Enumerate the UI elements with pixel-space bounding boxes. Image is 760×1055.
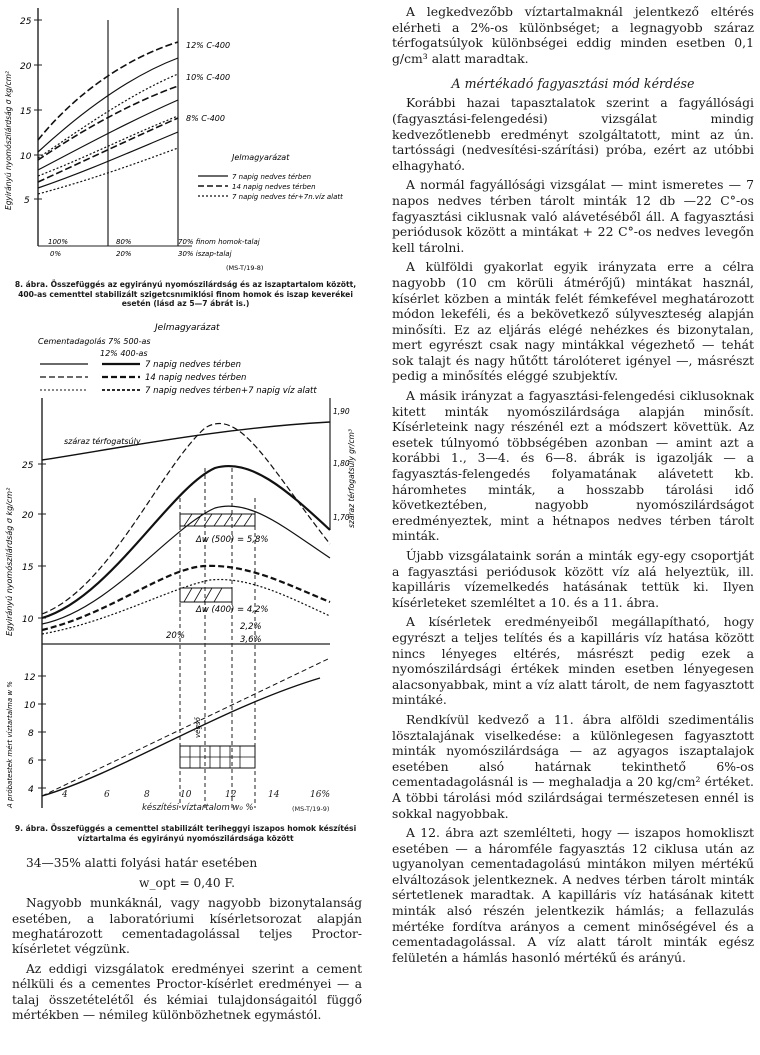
left-para-3: Az eddigi vizsgálatok eredményei szerint a cement nélküli és a cementes Proctor-kísérlet eredményei — a talaj összetételétől és kémiai tulajdonságaitól függő mértékben — némileg különbözhetnek egymástól. xyxy=(12,962,362,1022)
left-para-1: 34—35% alatti folyási határ esetében xyxy=(26,856,258,870)
fig9-annot-20: 20% xyxy=(166,631,185,641)
fig8-ytick-5: 5 xyxy=(24,196,30,206)
fig9-xtick-14: 14 xyxy=(268,790,280,800)
fig8-ytick-10: 10 xyxy=(20,152,32,162)
fig8-y-label: Egyirányú nyomószilárdság σ kg/cm² xyxy=(4,70,13,210)
left-column xyxy=(0,0,372,1055)
fig8-ytick-25: 25 xyxy=(20,17,32,27)
right-para-6: Újabb vizsgálataink során a minták egy-egy csoportját a fagyasztási periódusok között víz alá helyeztük, ill. kapilláris vízemelkedés hatásának tettük ki. Ilyen kísérleteket szemléltet a 10. és a 11. ábra. xyxy=(392,548,754,610)
right-para-2: Korábbi hazai tapasztalatok szerint a fagyállósági (fagyasztási-felengedési) vizsgálat mindig kedvezőtlenebb eredményt szolgáltatott, mint az ún. tartóssági (nedvesítési-szárítási) próba, ezért az utóbbi elhagyható. xyxy=(392,95,754,173)
fig9-lower-y-label: A próbatestek mért víztartalma w % xyxy=(6,681,14,808)
figure-8-chart xyxy=(0,0,372,284)
fig9-ytick-25: 25 xyxy=(22,461,34,471)
right-para-4: A külföldi gyakorlat egyik irányzata erre a célra nagyobb (10 cm körüli átmérőjű) mintákat használ, kísérlet közben a minták felét fémkefével meghatározott módon lekeféli, és a bekövetkező súlyveszteség alapján minősíti. Ez az eljárás elégé nehézkes és bizonytalan, mert egyrészt csak nagy mintákkal végezhető — tehát sok talajt és nagy hűtőtt tárolóteret igényel —, másrészt pedig a minősítés eléggé szubjektív. xyxy=(392,259,754,384)
fig8-ytick-15: 15 xyxy=(20,107,32,117)
fig8-x1-c: 70% finom homok-talaj xyxy=(178,238,260,246)
fig9-xtick-6: 6 xyxy=(104,790,110,800)
fig9-legend-col1: Cementadagolás 7% 500-as xyxy=(38,337,151,346)
fig9-ytick-15: 15 xyxy=(22,563,34,573)
right-column xyxy=(392,0,754,1055)
fig9-rtick-190: 1,90 xyxy=(333,407,350,416)
fig9-annot-dw500: Δw (500) = 5,8% xyxy=(196,535,269,545)
fig8-legend-item-1: 7 napig nedves térben xyxy=(232,173,312,181)
fig9-lytick-6: 6 xyxy=(28,757,34,767)
fig9-xtick-16: 16% xyxy=(310,790,331,800)
fig8-ytick-20: 20 xyxy=(20,62,32,72)
fig9-annot-dw400: Δw (400) = 4,2% xyxy=(196,605,269,615)
fig8-x1-b: 80% xyxy=(116,238,132,246)
section-heading: A mértékadó fagyasztási mód kérdése xyxy=(451,76,695,92)
fig8-label-10pct: 10% C-400 xyxy=(186,73,231,82)
fig9-rtick-180: 1,80 xyxy=(333,459,350,468)
fig9-lytick-4: 4 xyxy=(28,785,34,795)
fig9-caption: 9. ábra. Összefüggés a cementtel stabilizált teriheggyi iszapos homok készítési víztartalma és egyirányú nyomószilárdsága között xyxy=(14,824,357,843)
fig8-label-8pct: 8% C-400 xyxy=(186,114,225,123)
right-para-5: A másik irányzat a fagyasztási-felengedési ciklusoknak kitett minták nyomószilárdsága alapján minősít. Kísérleteink nagy részénél ezt a módszert követtük. Az esetek túlnyomó többségében azonban — amint azt a korábbi 1., 3—4. és 6—8. ábrák is igazolják — a fagyasztás-felengedés folyamatának alávetett kb. háromhetes minták, a hosszabb tárolási idő következtében, nagyobb nyomószilárdságot eredményeztek, mint a hétnapos nedves térben tárolt minták. xyxy=(392,388,754,544)
right-para-8: Rendkívül kedvező a 11. ábra alföldi szedimentális lösztalajának viselkedése: a különlegesen fagyasztott minták nyomószilárdsága — az agyagos iszaptalajok esetében alsó határnak tekinthető 6%-os cementadagolásnál is — meghaladja a 20 kg/cm² értéket. A többi tárolási mód szilárdságai természetesen ennél is sokkal nagyobbak. xyxy=(392,711,754,821)
fig9-y-label: Egyirányú nyomószilárdság σ kg/cm² xyxy=(5,487,14,636)
fig9-ytick-10: 10 xyxy=(22,615,34,625)
figure-9-chart xyxy=(0,318,372,818)
fig9-legend-item-3: 7 napig nedves térben+7 napig víz alatt xyxy=(145,386,317,396)
fig9-y-right-label: száraz térfogatsúly gr/cm³ xyxy=(347,429,356,528)
fig9-dry-label: száraz térfogatsúly xyxy=(64,437,141,446)
fig9-legend-col2: 12% 400-as xyxy=(100,349,148,358)
right-para-7: A kísérletek eredményeiből megállapítható, hogy egyrészt a teljes telítés és a kapilláris víz hatása között nincs lényeges eltérés, másrészt pedig ezek a nyomószilárdsági értékek minden esetben lényegesen alacsonyabbak, mint a víz alatt tárolt, de nem fagyasztott mintáké. xyxy=(392,614,754,708)
fig9-stamp: (MS-T/19-9) xyxy=(292,805,330,813)
fig9-xtick-12: 12 xyxy=(225,790,237,800)
left-body-text xyxy=(12,856,362,1023)
fig9-legend-item-2: 14 napig nedves térben xyxy=(145,373,247,383)
fig8-stamp: (MS-T/19-8) xyxy=(226,264,264,272)
fig9-annot-36: 3,6% xyxy=(240,635,262,645)
fig9-rtick-170: 1,70 xyxy=(333,513,350,522)
fig9-lytick-10: 10 xyxy=(24,701,36,711)
right-para-3: A normál fagyállósági vizsgálat — mint ismeretes — 7 napos nedves térben tárolt minták 12 db —22 C°-os fagyasztási ciklusnak való alávetéséből áll. A fagyasztási periódusok között a mintákat + 22 C°-os nedves levegőn kell tárolni. xyxy=(392,177,754,255)
fig8-x2-c: 30% iszap-talaj xyxy=(178,250,232,258)
fig8-x2-b: 20% xyxy=(116,250,132,258)
fig8-label-12pct: 12% C-400 xyxy=(186,41,231,50)
fig9-xtick-8: 8 xyxy=(144,790,150,800)
fig9-xtick-10: 10 xyxy=(180,790,192,800)
right-para-9: A 12. ábra azt szemlélteti, hogy — iszapos homokliszt esetében — a háromféle fagyasztás 12 ciklusa után az ugyanolyan cementadagolású mintákon milyen mértékű elváltozások jelentkeznek. A nedves térben tárolt minták sértetlenek maradtak. A kapilláris víz hatásának kitett minták alsó részén jelentkezik hámlás; a fellazulás mértéke fordítva arányos a cement minőségével és a cementadagolással. A víz alatt tárolt minták egész felületén a hámlás hasonló mértékű és arányú. xyxy=(392,825,754,965)
fig8-legend-item-2: 14 napig nedves térben xyxy=(232,183,316,191)
fig9-vegso-label: végső xyxy=(194,717,202,738)
fig9-lytick-8: 8 xyxy=(28,729,34,739)
fig9-legend-item-1: 7 napig nedves térben xyxy=(145,360,242,370)
fig8-x2-a: 0% xyxy=(50,250,62,258)
fig9-x-label: készítési víztartalom w₀ % xyxy=(142,803,254,813)
right-para-1: A legkedvezőbb víztartalmaknál jelentkező eltérés elérheti a 2%-os különbséget; a legnagyobb száraz térfogatsúlyok különbségei eddig minden esetben 0,1 g/cm³ alatt maradtak. xyxy=(392,4,754,66)
fig8-x1-a: 100% xyxy=(48,238,69,246)
fig8-legend-item-3: 7 napig nedves tér+7n.víz alatt xyxy=(232,193,343,201)
fig9-lytick-12: 12 xyxy=(24,673,36,683)
fig9-annot-22: 2,2% xyxy=(240,622,262,632)
fig9-ytick-20: 20 xyxy=(22,511,34,521)
left-formula: w_opt = 0,40 F. xyxy=(139,876,235,891)
fig9-legend-title: Jelmagyarázat xyxy=(155,323,220,333)
fig8-legend-title: Jelmagyarázat xyxy=(232,153,290,162)
fig8-caption: 8. ábra. Összefüggés az egyirányú nyomószilárdság és az iszaptartalom között, 400-as cementtel stabilizált szigetcsnımiklósi finom homok és iszap keverékei esetén (lásd az 5—7 ábrát is.) xyxy=(14,280,357,309)
left-para-2: Nagyobb munkáknál, vagy nagyobb bizonytalanság esetében, a laboratóriumi kísérletsorozat alapján meghatározott cementadagolással teljes Proctor-kísérletet végzünk. xyxy=(12,896,362,957)
fig9-xtick-4: 4 xyxy=(62,790,68,800)
